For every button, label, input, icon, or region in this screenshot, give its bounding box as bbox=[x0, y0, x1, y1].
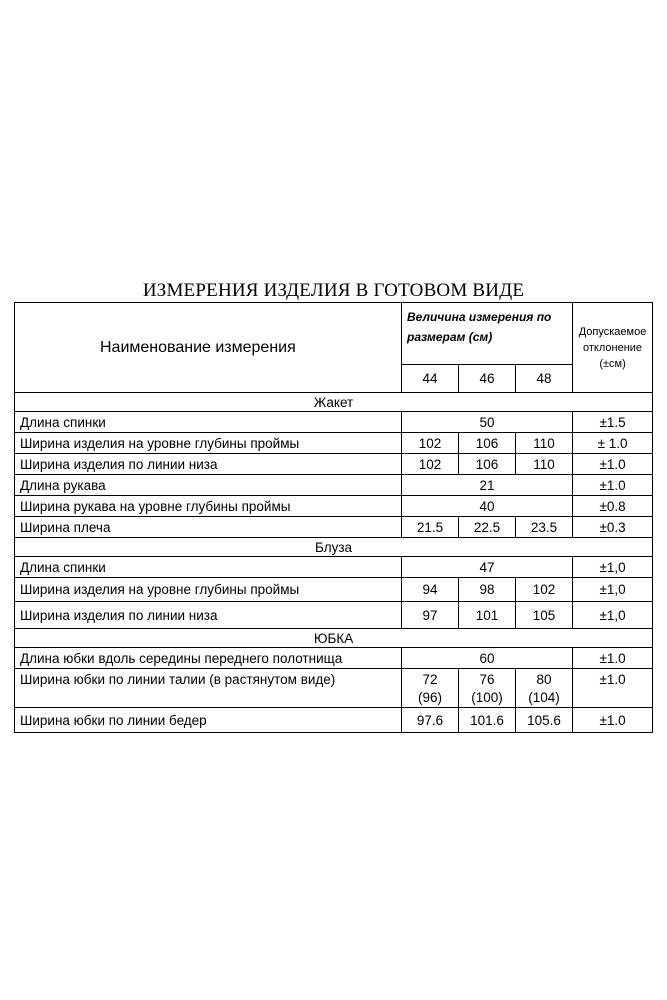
measurement-name: Длина спинки bbox=[15, 412, 402, 433]
tolerance-value: ±1.0 bbox=[573, 669, 653, 708]
table-row bbox=[15, 433, 653, 454]
tolerance-value: ±1,0 bbox=[573, 578, 653, 602]
value-size-46: 101.6 bbox=[459, 708, 516, 733]
table-row bbox=[15, 557, 653, 578]
value-size-46 bbox=[459, 669, 516, 708]
size-46: 46 bbox=[459, 365, 516, 393]
size-44: 44 bbox=[402, 365, 459, 393]
value-primary: 76 bbox=[479, 672, 495, 687]
value-size-48: 110 bbox=[516, 433, 573, 454]
size-48: 48 bbox=[516, 365, 573, 393]
measurement-name: Ширина изделия по линии низа bbox=[15, 454, 402, 475]
value-size-48: 110 bbox=[516, 454, 573, 475]
measurement-name: Длина юбки вдоль середины переднего полотнища bbox=[15, 648, 402, 669]
section-row-jacket bbox=[15, 393, 653, 412]
value-size-46: 106 bbox=[459, 454, 516, 475]
value-stretched: (100) bbox=[471, 690, 503, 705]
tolerance-value: ±1.0 bbox=[573, 454, 653, 475]
measurement-name: Ширина изделия на уровне глубины проймы bbox=[15, 433, 402, 454]
measurement-value: 50 bbox=[402, 412, 573, 433]
measurement-name: Ширина юбки по линии талии (в растянутом виде) bbox=[15, 669, 402, 708]
table-row bbox=[15, 708, 653, 733]
table-row bbox=[15, 454, 653, 475]
section-row-blouse bbox=[15, 538, 653, 557]
tolerance-value: ±1.0 bbox=[573, 708, 653, 733]
tolerance-line-2: отклонение bbox=[583, 341, 643, 354]
table-header-row bbox=[15, 303, 653, 365]
tolerance-value: ±0.8 bbox=[573, 496, 653, 517]
tolerance-line-1: Допускаемое bbox=[578, 325, 647, 338]
measurements-table bbox=[14, 302, 653, 733]
measurement-name: Ширина юбки по линии бедер bbox=[15, 708, 402, 733]
measurement-value: 60 bbox=[402, 648, 573, 669]
value-size-48 bbox=[516, 669, 573, 708]
value-size-46: 106 bbox=[459, 433, 516, 454]
tolerance-value: ±0.3 bbox=[573, 517, 653, 538]
value-size-46: 22.5 bbox=[459, 517, 516, 538]
table-row bbox=[15, 648, 653, 669]
table-row bbox=[15, 496, 653, 517]
page-title: ИЗМЕРЕНИЯ ИЗДЕЛИЯ В ГОТОВОМ ВИДЕ bbox=[142, 280, 525, 301]
tolerance-value: ±1.5 bbox=[573, 412, 653, 433]
tolerance-value: ±1.0 bbox=[573, 475, 653, 496]
value-size-46: 101 bbox=[459, 602, 516, 629]
tolerance-value: ±1.0 bbox=[573, 648, 653, 669]
value-size-48: 102 bbox=[516, 578, 573, 602]
value-primary: 80 bbox=[536, 672, 552, 687]
value-stretched: (96) bbox=[417, 690, 442, 705]
value-size-48: 105 bbox=[516, 602, 573, 629]
value-size-46: 98 bbox=[459, 578, 516, 602]
value-primary: 72 bbox=[422, 672, 438, 687]
measurement-name: Ширина плеча bbox=[15, 517, 402, 538]
value-size-44: 21.5 bbox=[402, 517, 459, 538]
tolerance-value: ±1,0 bbox=[573, 602, 653, 629]
measurement-value: 40 bbox=[402, 496, 573, 517]
table-row bbox=[15, 475, 653, 496]
table-row bbox=[15, 669, 653, 708]
table-row bbox=[15, 517, 653, 538]
value-stretched: (104) bbox=[528, 690, 560, 705]
measurement-value: 21 bbox=[402, 475, 573, 496]
measurement-value: 47 bbox=[402, 557, 573, 578]
measurement-name: Длина рукава bbox=[15, 475, 402, 496]
table-row bbox=[15, 412, 653, 433]
section-label: ЮБКА bbox=[15, 629, 653, 648]
value-size-44: 97.6 bbox=[402, 708, 459, 733]
section-label: Жакет bbox=[15, 393, 653, 412]
table-row bbox=[15, 602, 653, 629]
tolerance-line-3: (±см) bbox=[599, 357, 626, 370]
value-size-44: 102 bbox=[402, 433, 459, 454]
column-header-tolerance bbox=[573, 303, 653, 393]
tolerance-value: ± 1.0 bbox=[573, 433, 653, 454]
value-size-44: 102 bbox=[402, 454, 459, 475]
measurement-name: Ширина изделия по линии низа bbox=[15, 602, 402, 629]
measurement-name: Ширина рукава на уровне глубины проймы bbox=[15, 496, 402, 517]
table-row bbox=[15, 578, 653, 602]
measurement-name: Длина спинки bbox=[15, 557, 402, 578]
section-label: Блуза bbox=[15, 538, 653, 557]
measurement-name: Ширина изделия на уровне глубины проймы bbox=[15, 578, 402, 602]
value-size-48: 105.6 bbox=[516, 708, 573, 733]
value-size-44: 94 bbox=[402, 578, 459, 602]
value-size-48: 23.5 bbox=[516, 517, 573, 538]
tolerance-value: ±1,0 bbox=[573, 557, 653, 578]
column-header-value: Величина измерения по размерам (см) bbox=[402, 303, 573, 365]
value-size-44: 97 bbox=[402, 602, 459, 629]
column-header-name: Наименование измерения bbox=[15, 303, 402, 393]
value-size-44 bbox=[402, 669, 459, 708]
section-row-skirt bbox=[15, 629, 653, 648]
